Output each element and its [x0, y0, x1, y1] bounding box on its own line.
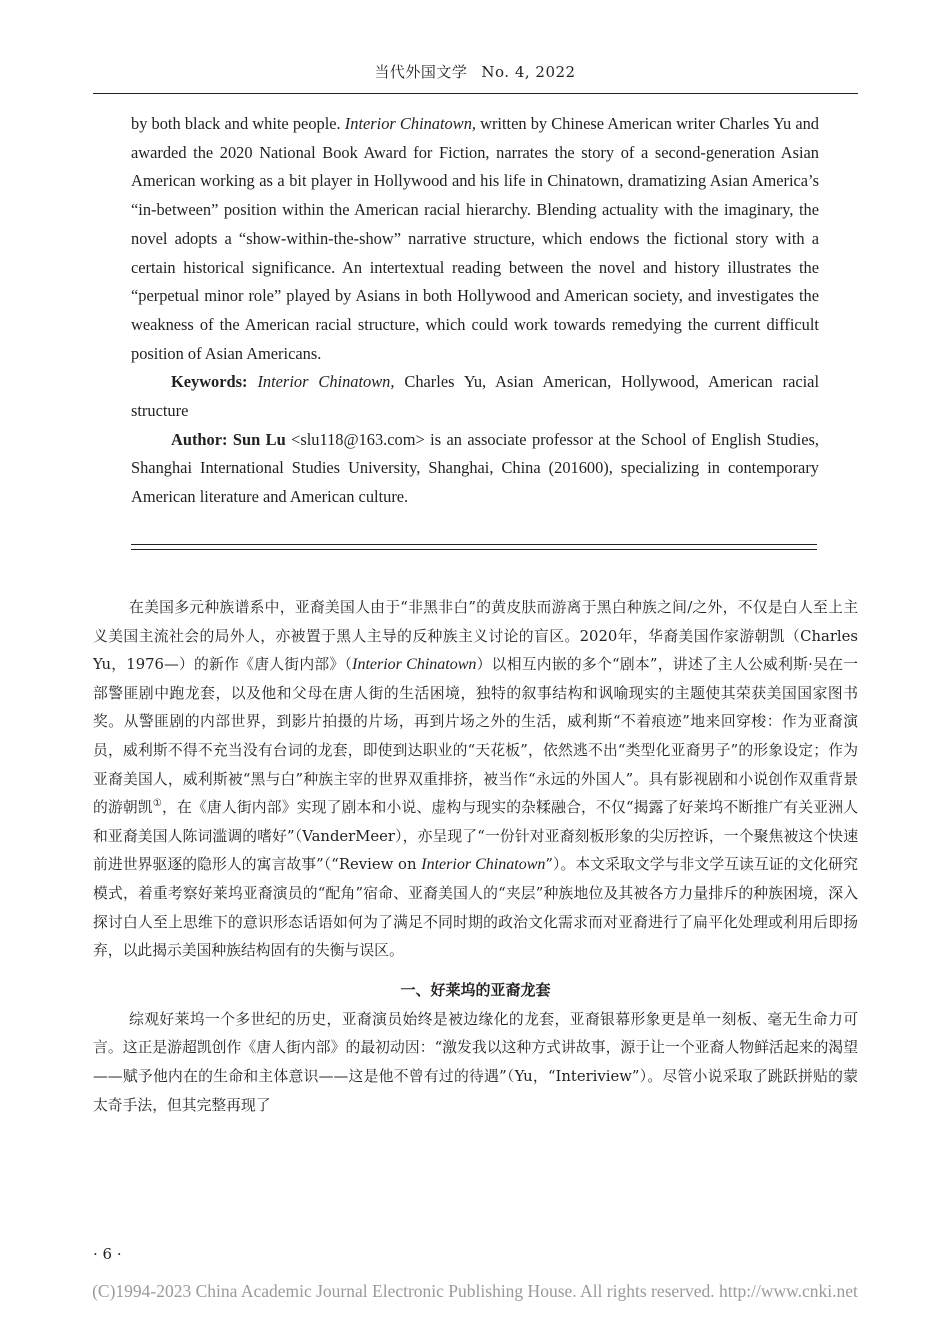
- double-divider: [131, 544, 817, 550]
- author-label: Author: Sun Lu: [171, 429, 286, 449]
- author-info: Author: Sun Lu <slu118@163.com> is an associate professor at the School of English Studies, Shanghai International Studies University, Shanghai, China (201600), specializing in contemporary American literature and American culture.: [131, 429, 819, 507]
- main-text: [93, 594, 858, 1120]
- keywords-label: Keywords:: [171, 372, 248, 392]
- section-heading: 一、好莱坞的亚裔龙套: [400, 980, 551, 999]
- abstract-paragraph: by both black and white people. Interior Chinatown, written by Chinese American writer Charles Yu and awarded the 2020 National Book Award for Fiction, narrates the story of a second-generation Asian American working as a bit player in Hollywood and his life in Chinatown, dramatizing Asian America’s “in-between” position within the American racial hierarchy. Blending actuality with the imaginary, the novel adopts a “show-within-the-show” narrative structure, which endows the fictional story with a certain historical significance. An intertextual reading between the novel and history illustrates the “perpetual minor role” played by Asians in both Hollywood and American society, and investigates the weakness of the American racial structure, which could work towards remedying the current difficult position of Asian Americans.: [131, 114, 819, 363]
- english-abstract: [131, 110, 819, 512]
- keywords: Keywords: Interior Chinatown, Charles Yu, Asian American, Hollywood, American racial structure: [131, 372, 820, 421]
- page-number: · 6 ·: [93, 1245, 122, 1263]
- body-paragraph: 在美国多元种族谱系中，亚裔美国人由于“非黑非白”的黄皮肤而游离于黑白种族之间/之外，不仅是白人至上主义美国主流社会的局外人，亦被置于黑人主导的反种族主义讨论的盲区。2020年，华裔美国作家游朝凯（Charles Yu，1976—）的新作《唐人街内部》（Interior Chinatown）以相互内嵌的多个“剧本”，讲述了主人公威利斯·吴在一部警匪剧中跑龙套，以及他和父母在唐人街的生活困境，独特的叙事结构和讽喻现实的主题使其荣获美国国家图书奖。从警匪剧的内部世界，到影片拍摄的片场，再到片场之外的生活，威利斯“不着痕迹”地来回穿梭：作为亚裔演员，威利斯不得不充当没有台词的龙套，即使到达职业的“天花板”，依然逃不出“类型化亚裔男子”的形象设定；作为亚裔美国人，威利斯被“黑与白”种族主宰的世界双重排挤，被当作“永远的外国人”。具有影视剧和小说创作双重背景的游朝凯①，在《唐人街内部》实现了剧本和小说、虚构与现实的杂糅融合，不仅“揭露了好莱坞不断推广有关亚洲人和亚裔美国人陈词滥调的嗜好”（VanderMeer），亦呈现了“一份针对亚裔刻板形象的尖厉控诉，一个聚焦被这个快速前进世界驱逐的隐形人的寓言故事”（“Review on Interior Chinatown”）。本文采取文学与非文学互读互证的文化研究模式，着重考察好莱坞亚裔演员的“配角”宿命、亚裔美国人的“夹层”种族地位及其被各方力量排斥的种族困境，深入探讨白人至上思维下的意识形态话语如何为了满足不同时期的政治文化需求而对亚裔进行了扁平化处理或利用后即扬弃，以此揭示美国种族结构固有的失衡与误区。: [93, 599, 858, 960]
- body-paragraph: 综观好莱坞一个多世纪的历史，亚裔演员始终是被边缘化的龙套，亚裔银幕形象更是单一刻板、毫无生命力可言。这正是游超凯创作《唐人街内部》的最初动因：“激发我以这种方式讲故事，源于让一个亚裔人物鲜活起来的渴望——赋予他内在的生命和主体意识——这是他不曾有过的待遇”（Yu，“Interiview”）。尽管小说采取了跳跃拼贴的蒙太奇手法，但其完整再现了: [93, 1010, 858, 1114]
- issue-label: No. 4, 2022: [481, 63, 576, 81]
- footnote-marker[interactable]: ①: [152, 798, 163, 810]
- running-header: [0, 61, 950, 82]
- copyright-footer: (C)1994-2023 China Academic Journal Electronic Publishing House. All rights reserved. http://www.cnki.net: [92, 1281, 858, 1301]
- journal-name: 当代外国文学: [374, 63, 468, 81]
- header-rule: [93, 93, 858, 94]
